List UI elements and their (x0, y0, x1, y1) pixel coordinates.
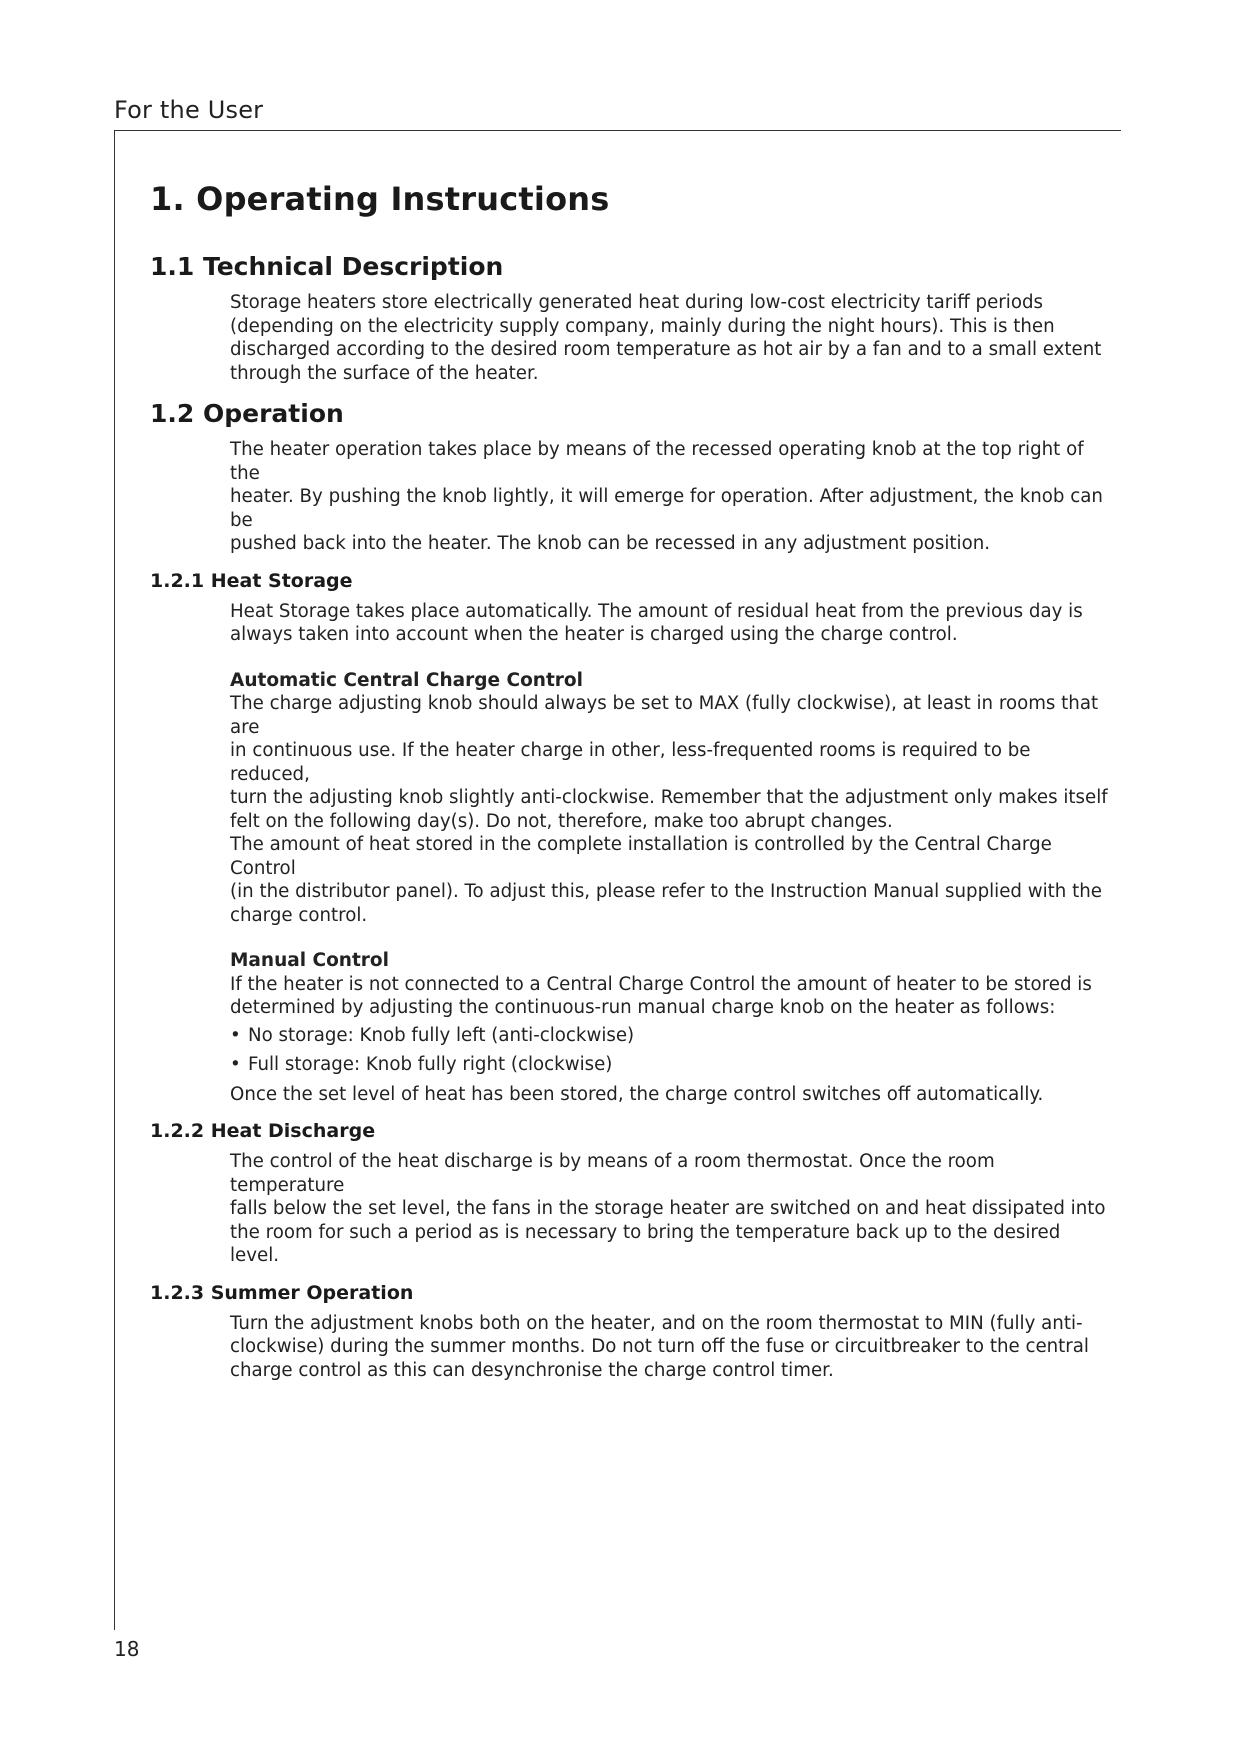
bullet-icon: • (230, 1024, 241, 1046)
text-line: The control of the heat discharge is by means of a room thermostat. Once the room temperature (230, 1151, 995, 1196)
text-line: discharged according to the desired room temperature as hot air by a fan and to a small extent (230, 339, 1102, 360)
section-heading: 1.2 Operation (150, 399, 344, 428)
text-line: clockwise) during the summer months. Do not turn off the fuse or circuitbreaker to the central (230, 1336, 1089, 1357)
section-heading: 1.1 Technical Description (150, 252, 504, 281)
text-line: (depending on the electricity supply company, mainly during the night hours). This is then (230, 315, 1055, 337)
text-line: determined by adjusting the continuous-run manual charge knob on the heater as follows: (230, 997, 1056, 1018)
section-body (230, 1312, 1110, 1383)
section-body (230, 291, 1110, 385)
text-line: felt on the following day(s). Do not, therefore, make too abrupt changes. (230, 810, 893, 832)
page-title: 1. Operating Instructions (150, 180, 610, 218)
subsection-heading: 1.2.2 Heat Discharge (150, 1120, 376, 1142)
text-line: the room for such a period as is necessary to bring the temperature back up to the desired level. (230, 1221, 1061, 1266)
bullet-icon: • (230, 1054, 241, 1075)
list-item (230, 1024, 1110, 1048)
text-line: turn the adjusting knob slightly anti-clockwise. Remember that the adjustment only makes itself (230, 787, 1108, 808)
text-line: heater. By pushing the knob lightly, it will emerge for operation. After adjustment, the knob can be (230, 486, 1103, 531)
text-line: Turn the adjustment knobs both on the heater, and on the room thermostat to MIN (fully anti- (230, 1312, 1083, 1334)
section-summer-operation (150, 1282, 1110, 1383)
section-body (230, 1150, 1110, 1268)
text-line: The charge adjusting knob should always be set to MAX (fully clockwise), at least in rooms that are (230, 693, 1099, 738)
subsection-heading: 1.2.3 Summer Operation (150, 1281, 414, 1304)
document-content (150, 180, 1110, 1396)
manual-control-heading: Manual Control (230, 950, 389, 971)
text-line: charge control as this can desynchronise the charge control timer. (230, 1359, 834, 1381)
text-line: Storage heaters store electrically generated heat during low-cost electricity tariff periods (230, 292, 1043, 313)
text-line: always taken into account when the heater is charged using the charge control. (230, 624, 958, 645)
text-line: Heat Storage takes place automatically. The amount of residual heat from the previous day is (230, 600, 1083, 622)
page-number: 18 (114, 1637, 140, 1661)
section-heat-storage (150, 570, 1110, 1107)
section-technical-description (150, 252, 1110, 385)
text-line: pushed back into the heater. The knob can be recessed in any adjustment position. (230, 533, 991, 554)
bullet-list (230, 1024, 1110, 1077)
text-line: through the surface of the heater. (230, 362, 539, 384)
section-body (230, 438, 1110, 556)
text-line: The amount of heat stored in the complete installation is controlled by the Central Charge Control (230, 834, 1052, 879)
section-body (230, 600, 1110, 1107)
text-line: Once the set level of heat has been stored, the charge control switches off automatically. (230, 1083, 1044, 1105)
text-line: falls below the set level, the fans in the storage heater are switched on and heat dissipated into (230, 1198, 1106, 1219)
section-heat-discharge (150, 1120, 1110, 1268)
header-divider (114, 130, 1121, 131)
list-item (230, 1053, 1110, 1077)
text-line: If the heater is not connected to a Central Charge Control the amount of heater to be stored is (230, 973, 1092, 995)
text-line: The heater operation takes place by means of the recessed operating knob at the top right of the (230, 439, 1084, 484)
auto-charge-heading: Automatic Central Charge Control (230, 669, 583, 691)
page-header-label: For the User (114, 96, 264, 124)
side-margin-rule (114, 130, 115, 1630)
text-line: in continuous use. If the heater charge in other, less-frequented rooms is required to be reduced, (230, 740, 1031, 785)
subsection-heading: 1.2.1 Heat Storage (150, 569, 353, 592)
text-line: (in the distributor panel). To adjust this, please refer to the Instruction Manual supplied with the (230, 881, 1102, 902)
section-operation (150, 399, 1110, 556)
list-item-text: Full storage: Knob fully right (clockwise) (248, 1054, 613, 1075)
text-line: charge control. (230, 904, 368, 926)
list-item-text: No storage: Knob fully left (anti-clockwise) (248, 1024, 635, 1046)
